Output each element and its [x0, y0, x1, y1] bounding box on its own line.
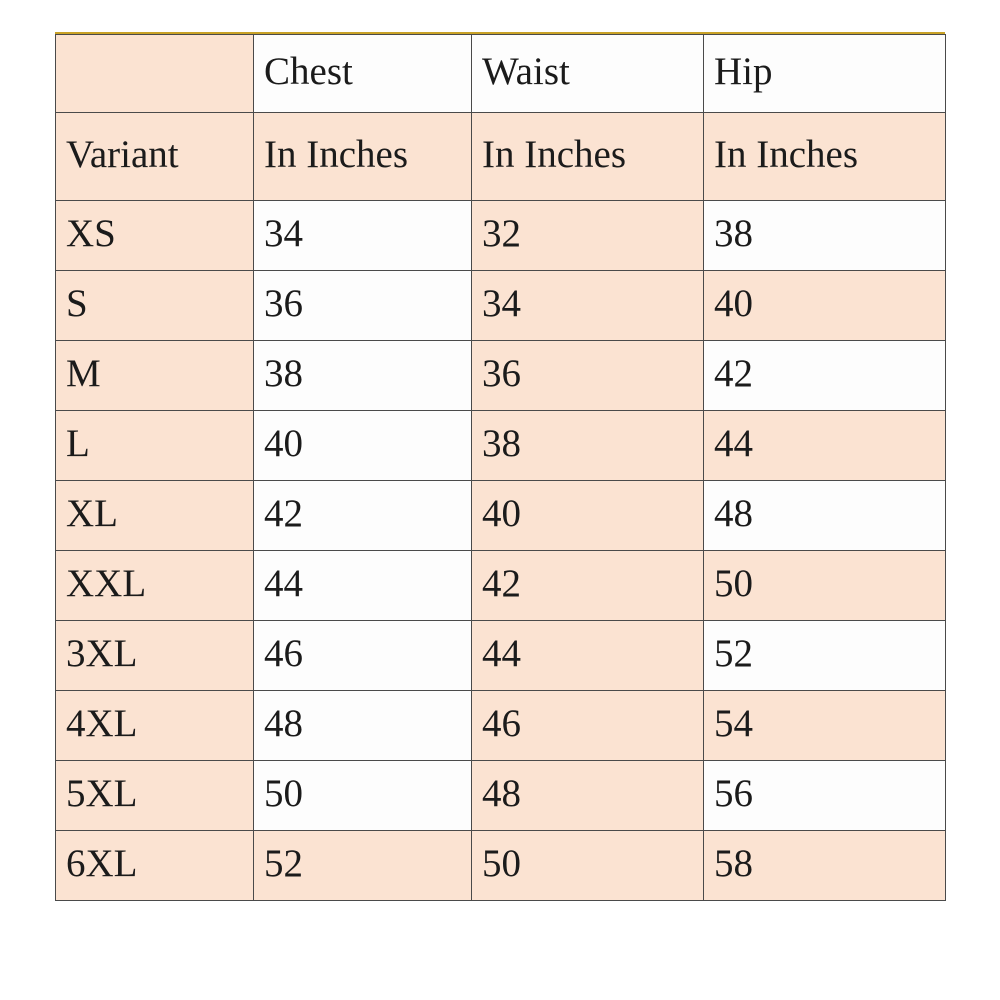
table-row	[56, 481, 946, 551]
cell-waist: 32	[472, 201, 704, 271]
cell-variant: 5XL	[56, 761, 254, 831]
cell-chest: 52	[254, 831, 472, 901]
cell-chest: 50	[254, 761, 472, 831]
table-header-units	[56, 113, 946, 201]
cell-hip: 40	[704, 271, 946, 341]
cell-hip: 48	[704, 481, 946, 551]
cell-waist: 50	[472, 831, 704, 901]
table-header-measures	[56, 35, 946, 113]
cell-waist: 48	[472, 761, 704, 831]
cell-waist: 42	[472, 551, 704, 621]
header-chest: Chest	[254, 35, 472, 113]
cell-hip: 52	[704, 621, 946, 691]
table-row	[56, 411, 946, 481]
cell-hip: 58	[704, 831, 946, 901]
cell-hip: 44	[704, 411, 946, 481]
header-hip-units: In Inches	[704, 113, 946, 201]
table-row	[56, 621, 946, 691]
cell-chest: 46	[254, 621, 472, 691]
table-row	[56, 691, 946, 761]
cell-variant: 4XL	[56, 691, 254, 761]
table-row	[56, 761, 946, 831]
table-row	[56, 341, 946, 411]
cell-variant: 3XL	[56, 621, 254, 691]
cell-waist: 34	[472, 271, 704, 341]
cell-variant: M	[56, 341, 254, 411]
table-row	[56, 551, 946, 621]
cell-chest: 36	[254, 271, 472, 341]
cell-hip: 54	[704, 691, 946, 761]
header-waist-units: In Inches	[472, 113, 704, 201]
cell-chest: 40	[254, 411, 472, 481]
cell-waist: 46	[472, 691, 704, 761]
size-chart-table	[55, 34, 946, 901]
header-chest-units: In Inches	[254, 113, 472, 201]
table-row	[56, 201, 946, 271]
cell-waist: 44	[472, 621, 704, 691]
cell-chest: 44	[254, 551, 472, 621]
cell-hip: 50	[704, 551, 946, 621]
cell-variant: XXL	[56, 551, 254, 621]
table-row	[56, 271, 946, 341]
header-waist: Waist	[472, 35, 704, 113]
cell-chest: 38	[254, 341, 472, 411]
cell-waist: 36	[472, 341, 704, 411]
cell-chest: 34	[254, 201, 472, 271]
cell-chest: 48	[254, 691, 472, 761]
header-variant: Variant	[56, 113, 254, 201]
header-corner-cell	[56, 35, 254, 113]
cell-hip: 56	[704, 761, 946, 831]
cell-waist: 40	[472, 481, 704, 551]
cell-variant: XS	[56, 201, 254, 271]
header-hip: Hip	[704, 35, 946, 113]
cell-chest: 42	[254, 481, 472, 551]
cell-variant: XL	[56, 481, 254, 551]
size-chart-container	[55, 34, 945, 901]
cell-waist: 38	[472, 411, 704, 481]
cell-variant: 6XL	[56, 831, 254, 901]
cell-variant: S	[56, 271, 254, 341]
cell-hip: 42	[704, 341, 946, 411]
cell-hip: 38	[704, 201, 946, 271]
table-row	[56, 831, 946, 901]
cell-variant: L	[56, 411, 254, 481]
